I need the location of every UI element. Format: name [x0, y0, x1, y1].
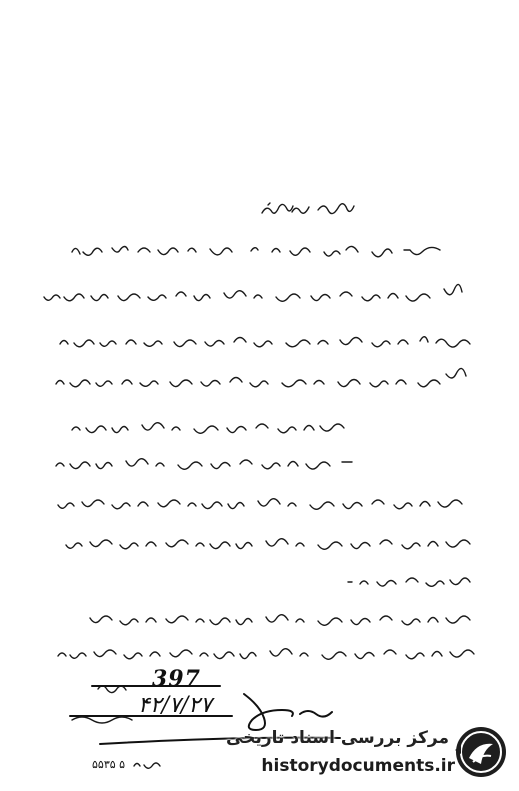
item-1-handwriting — [56, 459, 470, 587]
paragraph-line-2 — [44, 284, 462, 301]
greeting-handwriting — [262, 203, 354, 214]
paragraph-line-3 — [60, 337, 470, 347]
item-2-handwriting — [58, 615, 474, 660]
watermark-title: مرکز بررسی اسناد تاریخی — [226, 728, 449, 748]
document-date: ۴۲/۷/۲۷ — [138, 693, 212, 718]
paragraph-line-5 — [72, 423, 344, 434]
archive-number: 397 — [152, 666, 201, 692]
reference-number: ۵۵۳۵ ۵ — [92, 758, 126, 771]
paragraph-line-4 — [56, 368, 466, 386]
watermark-url: historydocuments.ir — [261, 756, 455, 776]
paragraph-line-1 — [72, 246, 440, 256]
reference-handwriting — [134, 763, 160, 768]
archive-emblem-icon — [453, 724, 509, 780]
watermark — [223, 722, 513, 786]
